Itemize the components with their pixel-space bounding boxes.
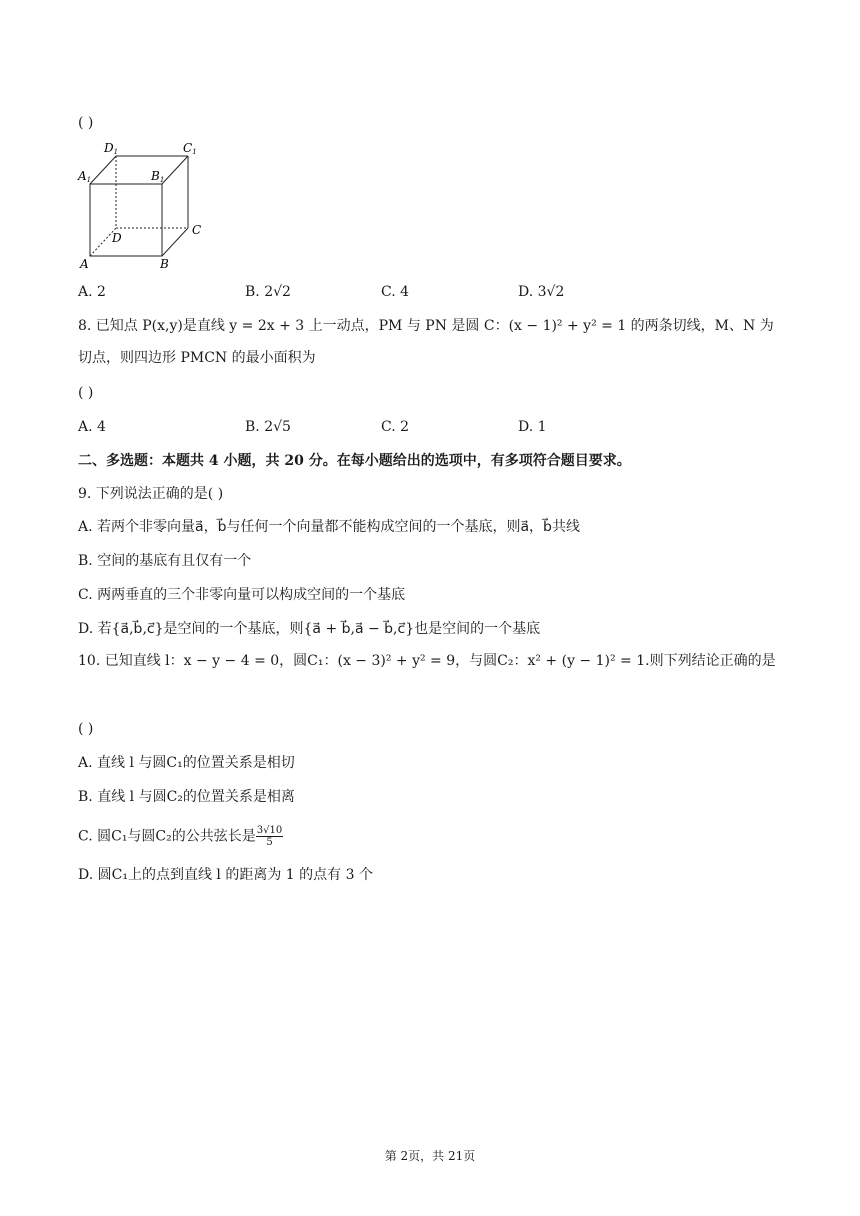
q10-stem: 10. 已知直线 l：x − y − 4 = 0，圆C₁：(x − 3)² + y² = 9，与圆C₂：x² + (y − 1)² = 1.则下列结论正确的是	[78, 653, 776, 669]
label-A: A	[80, 257, 89, 271]
q8-option-d: D. 1	[518, 419, 547, 435]
q7-option-c: C. 4	[381, 284, 410, 300]
label-D: D	[112, 231, 122, 245]
q9-option-b: B. 空间的基底有且仅有一个	[78, 553, 252, 569]
label-C: C	[192, 223, 202, 237]
q9-option-d: D. 若{a⃗,b⃗,c⃗}是空间的一个基底，则{a⃗ + b⃗,a⃗ − b⃗,c⃗}也是空间的一个基底	[78, 621, 541, 637]
q10-option-b: B. 直线 l 与圆C₂的位置关系是相离	[78, 789, 295, 805]
label-B: B	[160, 257, 169, 271]
q7-option-a: A. 2	[78, 284, 106, 300]
section-heading: 二、多选题：本题共 4 小题，共 20 分。在每小题给出的选项中，有多项符合题目要求。	[78, 453, 631, 469]
q8-stem-line1: 8. 已知点 P(x,y)是直线 y = 2x + 3 上一动点，PM 与 PN 是圆 C：(x − 1)² + y² = 1 的两条切线，M、N 为	[78, 318, 774, 334]
label-B1: B1	[151, 169, 165, 184]
label-D1: D1	[104, 141, 119, 156]
q8-answer-paren: ( )	[78, 385, 94, 401]
q7-answer-paren: ( )	[78, 115, 94, 131]
cube-figure	[76, 140, 206, 272]
q9-option-a: A. 若两个非零向量a⃗，b⃗与任何一个向量都不能构成空间的一个基底，则a⃗，b⃗共线	[78, 519, 580, 535]
q8-option-c: C. 2	[381, 419, 410, 435]
q10-answer-paren: ( )	[78, 721, 94, 737]
q7-option-b: B. 2√2	[245, 284, 291, 300]
q9-stem: 9. 下列说法正确的是( )	[78, 486, 224, 502]
q10-option-d: D. 圆C₁上的点到直线 l 的距离为 1 的点有 3 个	[78, 867, 373, 883]
fraction-denominator: 5	[266, 837, 273, 848]
label-C1: C1	[183, 141, 197, 156]
fraction-numerator: 3√10	[256, 825, 283, 836]
page-footer: 第 2页，共 21页	[384, 1149, 476, 1163]
q8-option-a: A. 4	[78, 419, 106, 435]
q9-option-c: C. 两两垂直的三个非零向量可以构成空间的一个基底	[78, 587, 406, 603]
q10-option-c	[78, 825, 283, 848]
q10-option-c-text: C. 圆C₁与圆C₂的公共弦长是	[78, 828, 256, 845]
label-A1: A1	[78, 169, 92, 184]
fraction	[256, 825, 283, 848]
q8-option-b: B. 2√5	[245, 419, 291, 435]
q10-option-a: A. 直线 l 与圆C₁的位置关系是相切	[78, 755, 295, 771]
q8-stem-line2: 切点，则四边形 PMCN 的最小面积为	[78, 350, 316, 366]
q7-option-d: D. 3√2	[518, 284, 565, 300]
